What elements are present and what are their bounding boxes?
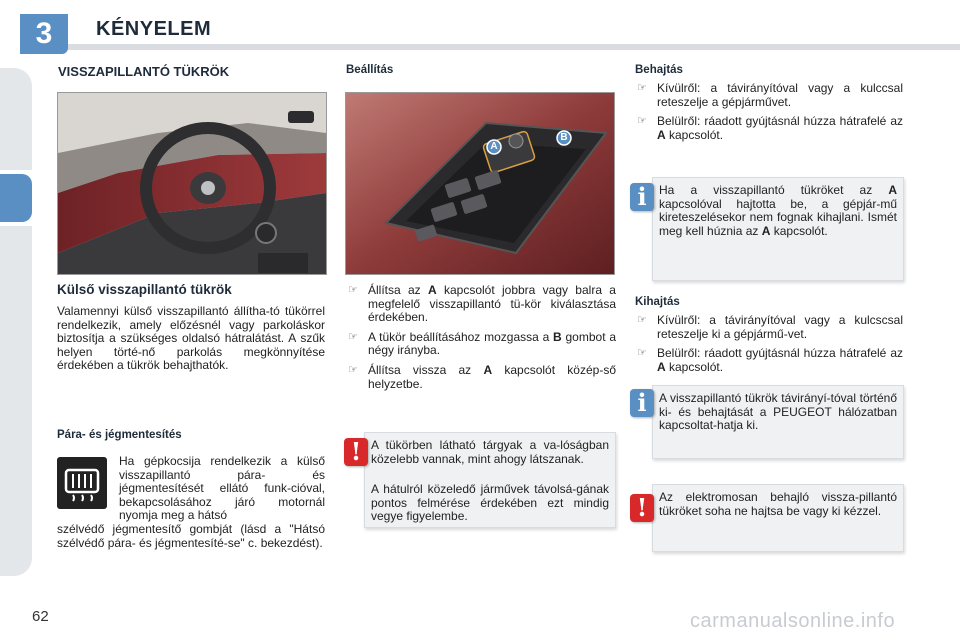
section-title: VISSZAPILLANTÓ TÜKRÖK xyxy=(58,64,230,79)
adjust-title: Beállítás xyxy=(346,64,394,76)
pointing-hand-icon: ☞ xyxy=(348,330,358,343)
list-item: ☞ Belülről: ráadott gyújtásnál húzza hátrafelé az A kapcsolót. xyxy=(637,346,903,374)
defog-paragraph-2: szélvédő jégmentesítő gombját (lásd a "Hátsó szélvédő pára- és jégmentesíté-se" c. bekezdést). xyxy=(57,522,325,550)
rear-defrost-icon xyxy=(57,457,107,509)
door-switch-illustration xyxy=(346,93,614,274)
list-item: ☞ Kívülről: a távirányítóval vagy a kulcscsal reteszelje ki a gépjármű-vet. xyxy=(637,313,903,341)
info-note-fold-text: Ha a visszapillantó tükröket az A kapcsolóval hajtotta be, a gépjár-mű kireteszelésekor nem fognak kihajlani. Ismét meg kell húznia az A kapcsolót. xyxy=(659,183,897,238)
list-item: ☞ Belülről: ráadott gyújtásnál húzza hátrafelé az A kapcsolót. xyxy=(637,114,903,142)
list-item: ☞ Állítsa az A kapcsolót jobbra vagy balra a megfelelő visszapillantó tü-kör kiválasztása érdekében. xyxy=(348,283,616,325)
warning-icon: ! xyxy=(344,438,368,466)
adjust-steps xyxy=(346,284,616,397)
side-tab-active xyxy=(0,174,32,222)
warning-note-p2: A hátulról közeledő járművek távolsá-gának pontos felmérése érdekében ezt mindig vegye figyelembe. xyxy=(371,482,609,524)
warning-icon: ! xyxy=(630,494,654,522)
pointing-hand-icon: ☞ xyxy=(637,82,647,94)
page-number: 62 xyxy=(32,608,49,625)
watermark: carmanualsonline.info xyxy=(690,610,896,632)
list-item: ☞ Állítsa vissza az A kapcsolót közép-ső helyzetbe. xyxy=(348,362,616,391)
subsection-title: Külső visszapillantó tükrök xyxy=(57,282,232,297)
page-title: KÉNYELEM xyxy=(96,18,212,40)
info-note-network xyxy=(652,385,904,459)
fold-steps xyxy=(635,82,903,148)
pointing-hand-icon: ☞ xyxy=(637,115,647,128)
info-note-fold xyxy=(652,177,904,281)
info-note-network-text: A visszapillantó tükrök távirányí-tóval történő ki- és behajtását a PEUGEOT hálózatban kapcsoltat-hatja ki. xyxy=(659,391,897,433)
pointing-hand-icon: ☞ xyxy=(637,314,647,326)
callout-a: A xyxy=(490,141,498,152)
pointing-hand-icon: ☞ xyxy=(348,363,358,376)
unfold-title: Kihajtás xyxy=(635,296,680,308)
cabin-illustration xyxy=(58,93,326,274)
chapter-number: 3 xyxy=(35,17,53,50)
info-icon: i xyxy=(630,389,654,417)
warning-note-manual-text: Az elektromosan behajló vissza-pillantó tükröket soha ne hajtsa be vagy ki kézzel. xyxy=(659,490,897,518)
unfold-steps xyxy=(635,314,903,380)
defog-paragraph-1: Ha gépkocsija rendelkezik a külső visszapillantó pára- és jégmentesítését ellátó funk-cióval, bekapcsolásához járó motornál nyomja meg a hátsó xyxy=(119,454,325,523)
list-item: ☞ Kívülről: a távirányítóval vagy a kulccsal reteszelje a gépjárművet. xyxy=(637,81,903,109)
info-icon: i xyxy=(630,183,654,211)
door-switch-photo xyxy=(345,92,615,275)
cabin-photo xyxy=(57,92,327,275)
callout-b: B xyxy=(560,132,568,143)
pointing-hand-icon: ☞ xyxy=(348,284,358,296)
header-stripe xyxy=(60,44,960,50)
fold-title: Behajtás xyxy=(635,64,683,76)
defog-title: Pára- és jégmentesítés xyxy=(57,429,182,441)
intro-paragraph: Valamennyi külső visszapillantó állítha-tó tükörrel rendelkezik, amely előzésnél vagy parkoláskor biztosítja a szükséges oldalsó hátralátást. A szűk helyen törté-nő parkolás megkönnyítése érdekében a tükrök behajthatók. xyxy=(57,304,325,373)
list-item: ☞ A tükör beállításához mozgassa a B gombot a négy irányba. xyxy=(348,329,616,358)
warning-note-distance xyxy=(364,432,616,528)
side-tab xyxy=(0,226,32,576)
warning-note-manual xyxy=(652,484,904,552)
warning-note-p1: A tükörben látható tárgyak a va-lóságban közelebb vannak, mint ahogy látszanak. xyxy=(371,438,609,466)
side-tab xyxy=(0,68,32,170)
pointing-hand-icon: ☞ xyxy=(637,347,647,360)
